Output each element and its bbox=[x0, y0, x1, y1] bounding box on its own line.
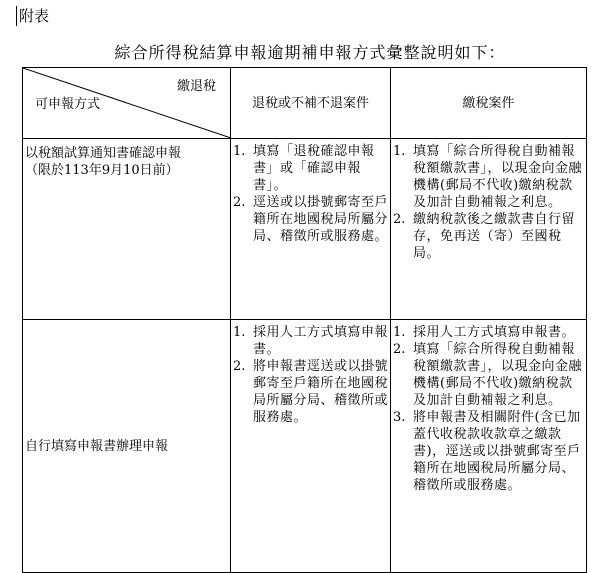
method-cell bbox=[23, 320, 231, 573]
item-number: 1. bbox=[393, 144, 406, 159]
column-header-pay: 繳稅案件 bbox=[391, 68, 587, 139]
method-label: 以稅額試算通知書確認申報 bbox=[25, 146, 182, 161]
method-note: （限於113年9月10日前） bbox=[25, 163, 179, 178]
item-number: 1. bbox=[233, 144, 246, 159]
item-number: 2. bbox=[233, 195, 246, 210]
list-item bbox=[233, 358, 388, 426]
method-cell bbox=[23, 139, 231, 320]
item-text: 將申報書及相關附件(含已加蓋代收稅款收款章之繳款書)，逕送或以掛號郵寄至戶籍所在地國稅局所屬分局、稽徵所或服務處。 bbox=[413, 410, 581, 493]
table-header-row bbox=[23, 68, 587, 139]
header-corner-cell bbox=[23, 68, 231, 139]
table-row bbox=[23, 139, 587, 320]
appendix-label: 附表 bbox=[16, 6, 49, 26]
list-item bbox=[393, 143, 584, 211]
pay-cell bbox=[391, 139, 587, 320]
list-item bbox=[233, 143, 388, 194]
table-row bbox=[23, 320, 587, 573]
pay-cell bbox=[391, 320, 587, 573]
corner-bottom-label: 可申報方式 bbox=[35, 97, 101, 112]
list-item bbox=[393, 324, 584, 341]
column-header-refund: 退稅或不補不退案件 bbox=[231, 68, 391, 139]
item-number: 1. bbox=[233, 325, 246, 340]
item-number: 2. bbox=[233, 359, 246, 374]
filing-methods-table bbox=[22, 67, 587, 573]
list-item bbox=[233, 194, 388, 245]
item-text: 繳納稅款後之繳款書自行留存，免再送（寄）至國稅局。 bbox=[413, 212, 576, 261]
item-text: 逕送或以掛號郵寄至戶籍所在地國稅局所屬分局、稽徵所或服務處。 bbox=[253, 195, 389, 244]
item-text: 填寫「退稅確認申報書」或「確認申報書」。 bbox=[253, 144, 375, 193]
list-item bbox=[393, 211, 584, 262]
list-item bbox=[393, 409, 584, 494]
item-text: 填寫「綜合所得稅自動補報稅額繳款書」，以現金向金融機構(郵局不代收)繳納稅款及加計自動補報之利息。 bbox=[413, 144, 583, 210]
list-item bbox=[233, 324, 388, 358]
item-number: 2. bbox=[393, 342, 406, 357]
item-number: 3. bbox=[393, 410, 406, 425]
item-text: 採用人工方式填寫申報書。 bbox=[253, 325, 389, 357]
method-label: 自行填寫申報書辦理申報 bbox=[25, 438, 169, 454]
list-item bbox=[393, 341, 584, 409]
corner-top-label: 繳退稅 bbox=[176, 79, 216, 94]
item-number: 2. bbox=[393, 212, 406, 227]
refund-cell bbox=[231, 320, 391, 573]
item-text: 採用人工方式填寫申報書。 bbox=[413, 325, 576, 340]
item-text: 填寫「綜合所得稅自動補報稅額繳款書」，以現金向金融機構(郵局不代收)繳納稅款及加計自動補報之利息。 bbox=[413, 342, 583, 408]
item-number: 1. bbox=[393, 325, 406, 340]
page-title: 綜合所得稅結算申報逾期補申報方式彙整說明如下： bbox=[114, 43, 506, 62]
refund-cell bbox=[231, 139, 391, 320]
item-text: 將申報書逕送或以掛號郵寄至戶籍所在地國稅局所屬分局、稽徵所或服務處。 bbox=[253, 359, 389, 425]
